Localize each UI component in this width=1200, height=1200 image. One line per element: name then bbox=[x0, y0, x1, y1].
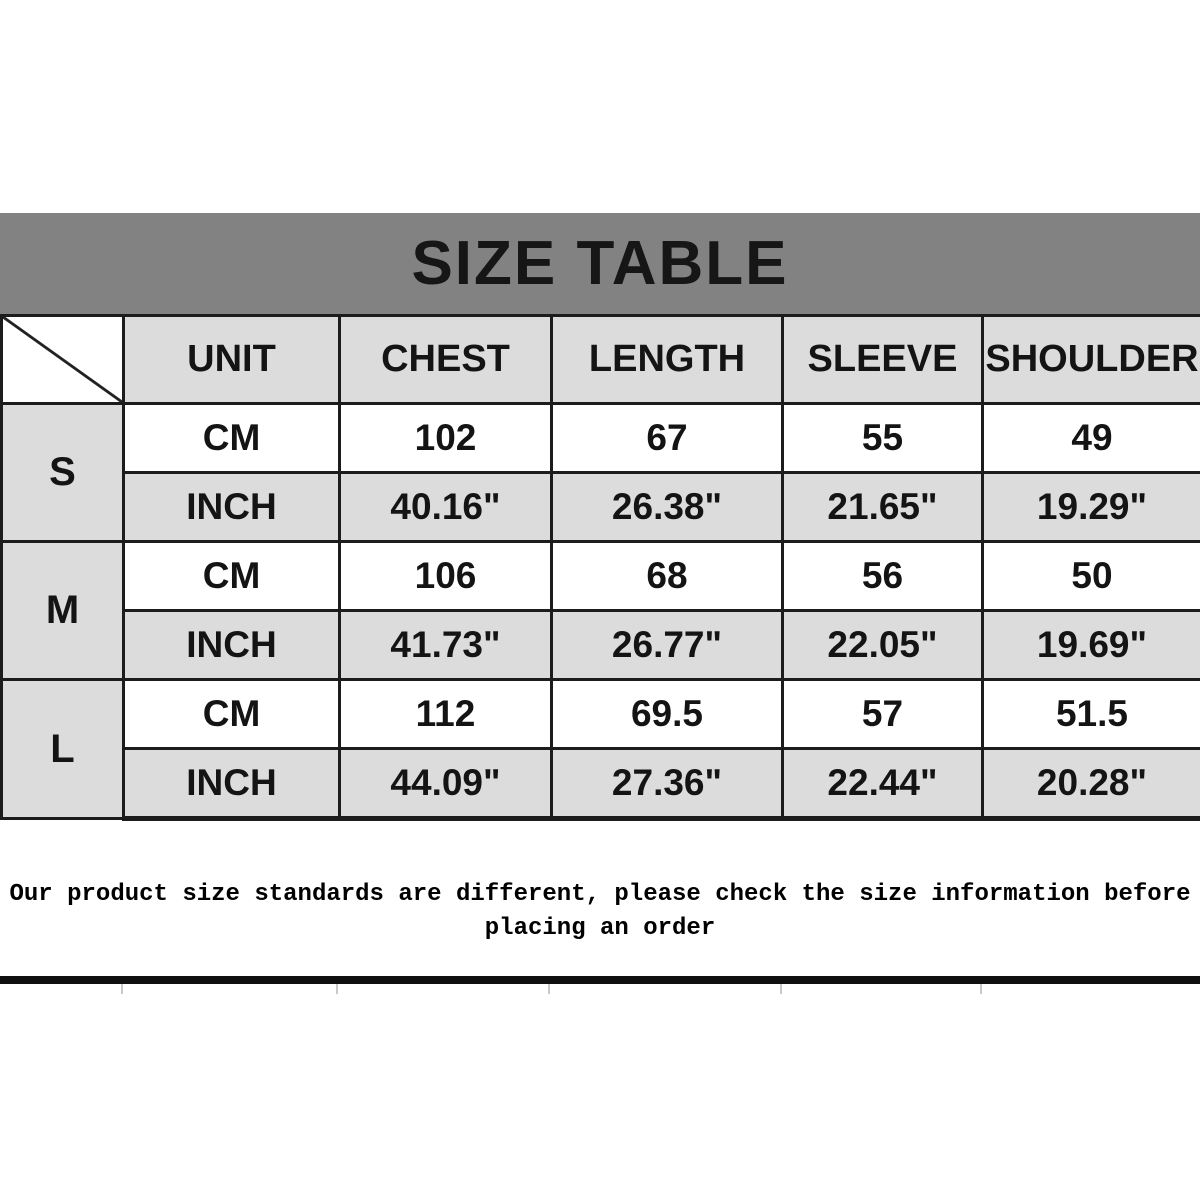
value-cell: 26.77" bbox=[552, 611, 783, 680]
size-label-l: L bbox=[2, 680, 124, 819]
size-label-s: S bbox=[2, 404, 124, 542]
note-line-1: Our product size standards are different, please check the size information before bbox=[9, 881, 1191, 908]
value-cell: 44.09" bbox=[340, 749, 552, 819]
column-border-stub bbox=[548, 984, 550, 994]
value-cell: 21.65" bbox=[783, 473, 983, 542]
column-border-stub bbox=[121, 984, 123, 994]
size-table bbox=[0, 314, 1200, 821]
value-cell: 55 bbox=[783, 404, 983, 473]
value-cell: 56 bbox=[783, 542, 983, 611]
value-cell: 57 bbox=[783, 680, 983, 749]
value-cell: 20.28" bbox=[983, 749, 1200, 819]
column-border-stub bbox=[336, 984, 338, 994]
column-header-length: LENGTH bbox=[552, 316, 783, 404]
value-cell: 40.16" bbox=[340, 473, 552, 542]
table-row-m-cm bbox=[2, 542, 1200, 611]
table-row-s-cm bbox=[2, 404, 1200, 473]
table-row-l-cm bbox=[2, 680, 1200, 749]
column-border-stub bbox=[980, 984, 982, 994]
column-header-shoulder: SHOULDER bbox=[983, 316, 1200, 404]
value-cell: 67 bbox=[552, 404, 783, 473]
column-header-chest: CHEST bbox=[340, 316, 552, 404]
table-row-m-inch bbox=[2, 611, 1200, 680]
unit-cell: CM bbox=[124, 680, 340, 749]
unit-cell: INCH bbox=[124, 749, 340, 819]
corner-cell bbox=[2, 316, 124, 404]
value-cell: 106 bbox=[340, 542, 552, 611]
unit-cell: CM bbox=[124, 542, 340, 611]
value-cell: 26.38" bbox=[552, 473, 783, 542]
unit-cell: CM bbox=[124, 404, 340, 473]
unit-cell: INCH bbox=[124, 473, 340, 542]
column-header-unit: UNIT bbox=[124, 316, 340, 404]
value-cell: 19.69" bbox=[983, 611, 1200, 680]
value-cell: 41.73" bbox=[340, 611, 552, 680]
value-cell: 49 bbox=[983, 404, 1200, 473]
value-cell: 22.05" bbox=[783, 611, 983, 680]
value-cell: 69.5 bbox=[552, 680, 783, 749]
size-label-m: M bbox=[2, 542, 124, 680]
column-border-stub bbox=[780, 984, 782, 994]
value-cell: 102 bbox=[340, 404, 552, 473]
note-line-2: placing an order bbox=[484, 915, 716, 942]
table-row-s-inch bbox=[2, 473, 1200, 542]
size-disclaimer-note bbox=[0, 878, 1200, 946]
column-header-sleeve: SLEEVE bbox=[783, 316, 983, 404]
value-cell: 19.29" bbox=[983, 473, 1200, 542]
value-cell: 68 bbox=[552, 542, 783, 611]
page-title: SIZE TABLE bbox=[411, 229, 789, 298]
value-cell: 50 bbox=[983, 542, 1200, 611]
header-row bbox=[2, 316, 1200, 404]
value-cell: 27.36" bbox=[552, 749, 783, 819]
value-cell: 112 bbox=[340, 680, 552, 749]
table-row-l-inch bbox=[2, 749, 1200, 819]
title-band bbox=[0, 213, 1200, 314]
value-cell: 22.44" bbox=[783, 749, 983, 819]
diagonal-line bbox=[3, 317, 122, 402]
value-cell: 51.5 bbox=[983, 680, 1200, 749]
divider-line bbox=[0, 976, 1200, 984]
unit-cell: INCH bbox=[124, 611, 340, 680]
